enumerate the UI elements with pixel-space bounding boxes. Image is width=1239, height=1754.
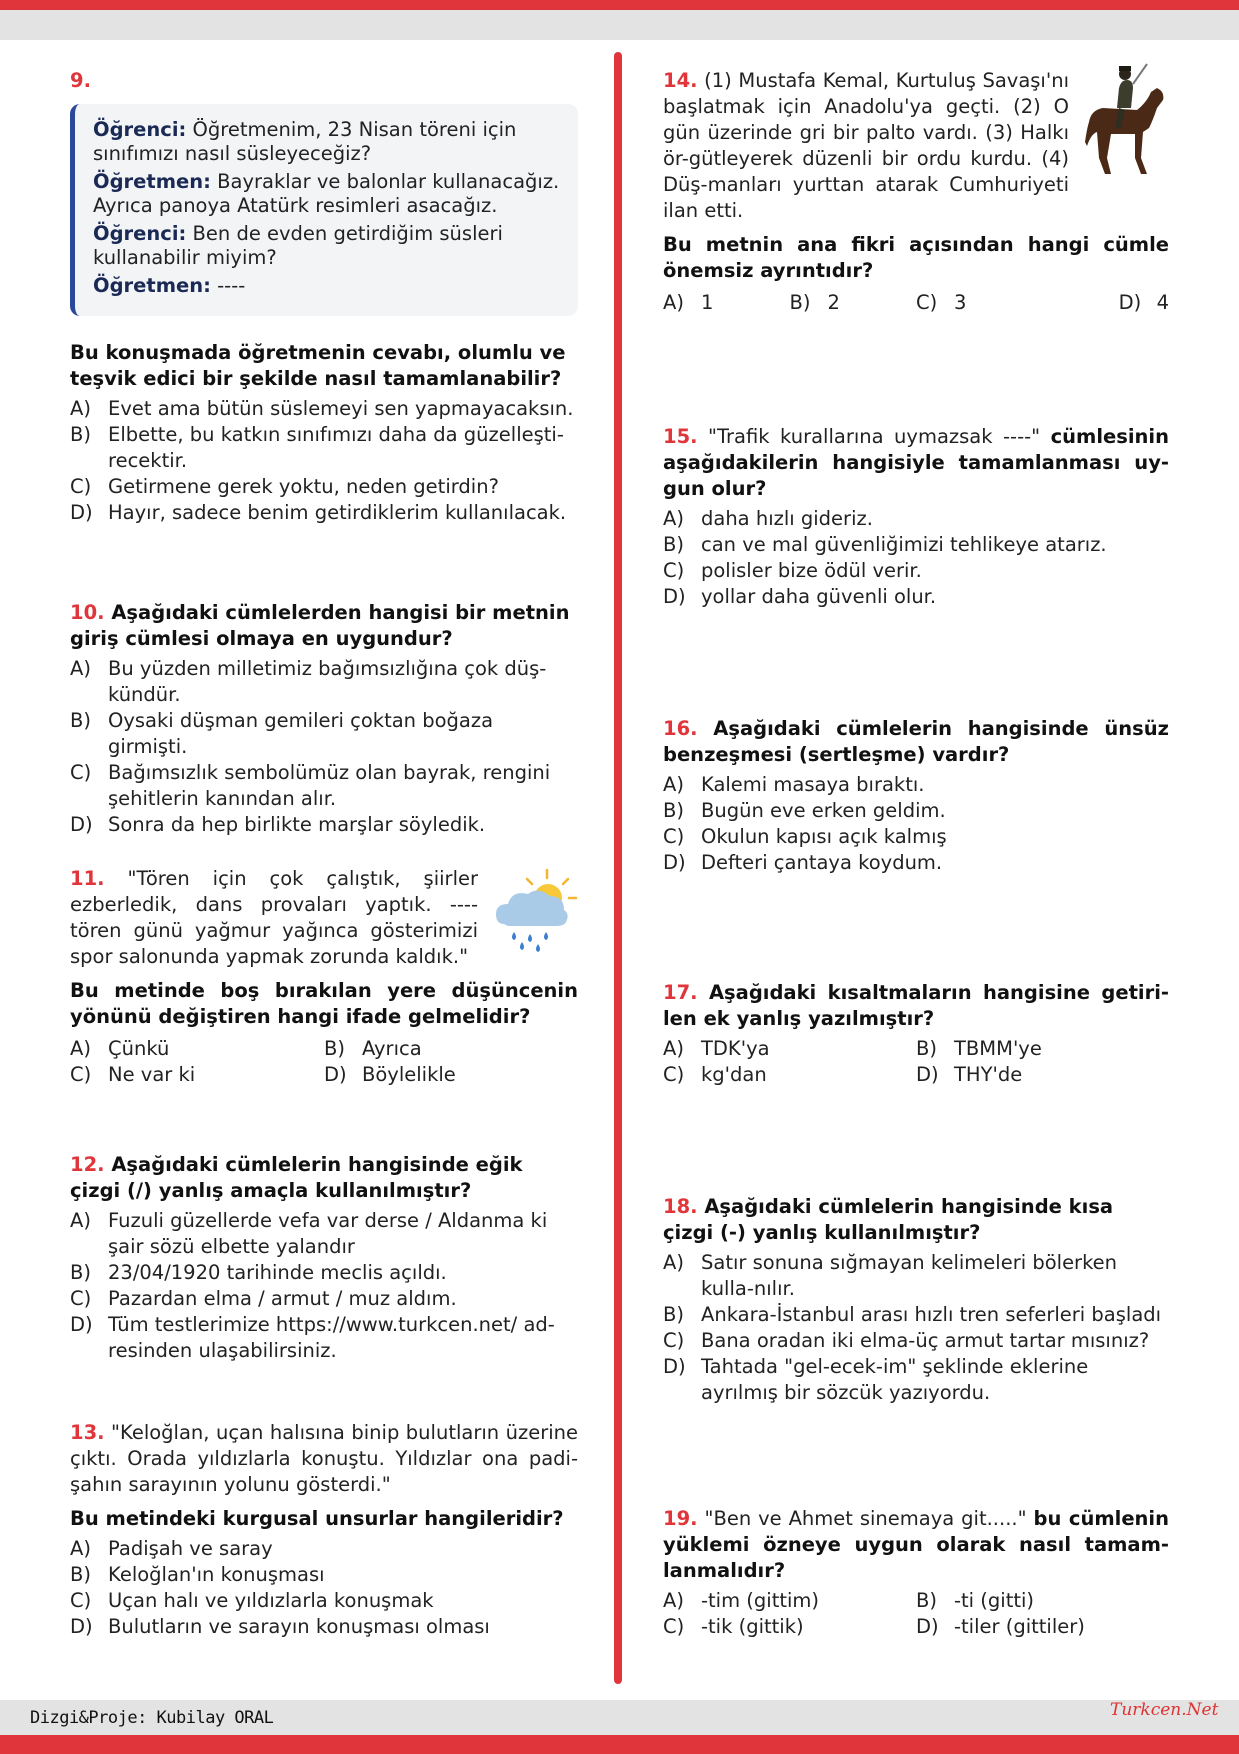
option-d[interactable] <box>1043 290 1170 316</box>
option-text: 1 <box>701 291 714 314</box>
question-number: 18. <box>663 1195 698 1218</box>
option-text: Tahtada "gel-ecek-im" şeklinde eklerine ayrılmış bir sözcük yazıyordu. <box>701 1355 1089 1404</box>
question-stem <box>663 980 1169 1032</box>
option-letter: B) <box>916 1037 937 1060</box>
question-text <box>70 866 478 970</box>
options <box>70 1536 578 1640</box>
option-text: Bulutların ve sarayın konuşması olması <box>108 1615 490 1638</box>
option-text: Ankara-İstanbul arası hızlı tren seferleri başladı <box>701 1303 1162 1326</box>
question-18 <box>663 1194 1169 1406</box>
option-letter: D) <box>916 1063 939 1086</box>
option-text: Okulun kapısı açık kalmış <box>701 825 947 848</box>
stem-text: Aşağıdaki cümlelerin hangisinde ünsüz benzeşmesi (sertleşme) vardır? <box>663 717 1169 766</box>
option-d[interactable] <box>916 1062 1169 1088</box>
question-16 <box>663 716 1169 876</box>
option-c[interactable] <box>663 1062 916 1088</box>
dialog-text: Bayraklar ve balonlar kullanacağız. Ayrıca panoya Atatürk resimleri asacağız. <box>93 170 560 217</box>
option-b[interactable] <box>70 1562 578 1588</box>
speaker: Öğretmen: <box>93 274 211 297</box>
stem-text: Aşağıdaki cümlelerin hangisinde eğik çizgi (/) yanlış amaçla kullanılmıştır? <box>70 1153 523 1202</box>
option-d[interactable] <box>70 1312 578 1364</box>
option-letter: C) <box>663 1329 685 1352</box>
option-b[interactable] <box>324 1036 578 1062</box>
question-stem <box>70 1152 578 1204</box>
options <box>70 1036 578 1088</box>
option-letter: C) <box>663 1615 685 1638</box>
question-number: 19. <box>663 1507 698 1530</box>
option-text: Böylelikle <box>362 1063 456 1086</box>
option-letter: B) <box>663 799 684 822</box>
option-letter: D) <box>663 585 686 608</box>
dialog-text: Öğretmenim, 23 Nisan töreni için sınıfımızı nasıl süsleyeceğiz? <box>93 118 517 165</box>
option-d[interactable] <box>663 850 1169 876</box>
question-number: 12. <box>70 1153 105 1176</box>
option-text: Oysaki düşman gemileri çoktan boğaza girmişti. <box>108 709 494 758</box>
option-text: daha hızlı gideriz. <box>701 507 873 530</box>
option-letter: A) <box>663 1037 684 1060</box>
option-letter: A) <box>663 507 684 530</box>
question-14 <box>663 68 1169 316</box>
column-divider <box>614 52 622 1684</box>
question-text <box>663 68 1069 224</box>
option-letter: C) <box>663 559 685 582</box>
option-text: Keloğlan'ın konuşması <box>108 1563 325 1586</box>
option-text: 3 <box>954 291 967 314</box>
option-b[interactable] <box>663 798 1169 824</box>
option-d[interactable] <box>70 812 578 838</box>
quote-text: "Trafik kurallarına uymazsak ----" <box>708 425 1041 448</box>
option-text: Uçan halı ve yıldızlarla konuşmak <box>108 1589 434 1612</box>
option-letter: B) <box>70 709 91 732</box>
option-a[interactable] <box>663 290 790 316</box>
question-number: 16. <box>663 717 698 740</box>
option-letter: B) <box>70 423 91 446</box>
option-text: 2 <box>827 291 840 314</box>
question-number: 17. <box>663 981 698 1004</box>
option-text: Elbette, bu katkın sınıfımızı daha da güzelleşti-recektir. <box>108 423 564 472</box>
option-letter: C) <box>916 291 938 314</box>
option-text: -tiler (gittiler) <box>954 1615 1085 1638</box>
question-stem <box>663 1194 1169 1246</box>
option-letter: D) <box>70 1615 93 1638</box>
stem-text: bu cümlenin yüklemi özneye uygun olarak nasıl tamam-lanmalıdır? <box>663 1507 1169 1582</box>
stem-text: cümlesinin aşağıdakilerin hangisiyle tamamlanması uy-gun olur? <box>663 425 1169 500</box>
option-d[interactable] <box>663 584 1169 610</box>
option-letter: B) <box>70 1563 91 1586</box>
option-letter: A) <box>70 1537 91 1560</box>
option-text: kg'dan <box>701 1063 767 1086</box>
option-b[interactable] <box>916 1588 1169 1614</box>
question-stem: Bu metindeki kurgusal unsurlar hangileridir? <box>70 1507 564 1530</box>
option-text: -tim (gittim) <box>701 1589 820 1612</box>
option-letter: C) <box>70 1287 92 1310</box>
option-letter: D) <box>70 501 93 524</box>
option-text: -tik (gittik) <box>701 1615 804 1638</box>
option-a[interactable] <box>663 772 1169 798</box>
question-stem: Bu metnin ana fikri açısından hangi cümle önemsiz ayrıntıdır? <box>663 233 1169 282</box>
question-15 <box>663 424 1169 610</box>
question-12 <box>70 1152 578 1364</box>
stem-text: Aşağıdaki cümlelerin hangisinde kısa çizgi (-) yanlış kullanılmıştır? <box>663 1195 1114 1244</box>
option-letter: C) <box>70 475 92 498</box>
question-stem: Bu metinde boş bırakılan yere düşüncenin yönünü değiştiren hangi ifade gelmelidir? <box>70 979 578 1028</box>
dialog-line <box>93 274 560 298</box>
option-text: Ne var ki <box>108 1063 196 1086</box>
option-letter: C) <box>70 761 92 784</box>
passage-text: "Keloğlan, uçan halısına binip bulutların üzerine çıktı. Orada yıldızlarla konuştu. Yıldızlar ona padi-şahın sarayının yolunu gösterdi." <box>70 1421 579 1496</box>
option-text: Evet ama bütün süslemeyi sen yapmayacaksın. <box>108 397 574 420</box>
option-d[interactable] <box>663 1354 1169 1406</box>
passage-text: "Tören için çok çalıştık, şiirler ezberledik, dans provaları yaptık. ---- tören günü yağmur yağınca gösterimizi spor salonunda yapmak zorunda kaldık." <box>70 867 478 968</box>
option-a[interactable] <box>663 1250 1169 1302</box>
option-text: Bu yüzden milletimiz bağımsızlığına çok düş-kündür. <box>108 657 547 706</box>
options <box>70 1208 578 1364</box>
option-c[interactable] <box>70 760 578 812</box>
options <box>663 1250 1169 1406</box>
dialog-line <box>93 118 560 166</box>
quote-text: "Ben ve Ahmet sinemaya git....." <box>704 1507 1027 1530</box>
option-text: 23/04/1920 tarihinde meclis açıldı. <box>108 1261 447 1284</box>
option-letter: B) <box>916 1589 937 1612</box>
option-text: Bağımsızlık sembolümüz olan bayrak, rengini şehitlerin kanından alır. <box>108 761 551 810</box>
question-13 <box>70 1420 578 1640</box>
option-letter: D) <box>324 1063 347 1086</box>
question-stem <box>70 600 578 652</box>
question-17 <box>663 980 1169 1088</box>
option-a[interactable] <box>70 1536 578 1562</box>
option-text: -ti (gitti) <box>954 1589 1035 1612</box>
option-letter: B) <box>789 291 811 314</box>
option-text: Hayır, sadece benim getirdiklerim kullanılacak. <box>108 501 567 524</box>
option-text: Getirmene gerek yoktu, neden getirdin? <box>108 475 499 498</box>
option-letter: D) <box>916 1615 939 1638</box>
question-stem: Bu konuşmada öğretmenin cevabı, olumlu ve teşvik edici bir şekilde nasıl tamamlanabilir? <box>70 341 566 390</box>
speaker: Öğrenci: <box>93 118 187 141</box>
speaker: Öğretmen: <box>93 170 211 193</box>
question-10 <box>70 600 578 838</box>
option-letter: A) <box>70 657 91 680</box>
option-text: Fuzuli güzellerde vefa var derse / Aldanma ki şair sözü elbette yalandır <box>108 1209 548 1258</box>
option-text: Padişah ve saray <box>108 1537 273 1560</box>
question-11 <box>70 866 578 1088</box>
option-text: yollar daha güvenli olur. <box>701 585 937 608</box>
option-c[interactable] <box>70 1286 578 1312</box>
question-number: 14. <box>663 69 698 92</box>
option-letter: A) <box>70 1209 91 1232</box>
option-d[interactable] <box>324 1062 578 1088</box>
dialog-line <box>93 170 560 218</box>
option-letter: D) <box>663 851 686 874</box>
option-letter: C) <box>70 1589 92 1612</box>
option-a[interactable] <box>663 1588 916 1614</box>
question-number: 13. <box>70 1421 105 1444</box>
option-a[interactable] <box>663 506 1169 532</box>
question-text <box>70 1420 578 1498</box>
option-c[interactable] <box>70 474 578 500</box>
horseman-icon <box>1077 62 1169 182</box>
option-letter: A) <box>70 1037 91 1060</box>
option-text: Sonra da hep birlikte marşlar söyledik. <box>108 813 486 836</box>
option-c[interactable] <box>663 1614 916 1640</box>
question-number: 10. <box>70 601 105 624</box>
rain-cloud-icon <box>490 866 580 956</box>
option-letter: B) <box>663 1303 684 1326</box>
question-19 <box>663 1506 1169 1640</box>
option-a[interactable] <box>70 396 578 422</box>
question-stem <box>663 1506 1169 1584</box>
option-a[interactable] <box>663 1036 916 1062</box>
question-number: 9. <box>70 69 91 92</box>
option-text: Bugün eve erken geldim. <box>701 799 946 822</box>
speaker: Öğrenci: <box>93 222 187 245</box>
options <box>663 1036 1169 1088</box>
option-c[interactable] <box>663 1328 1169 1354</box>
option-text: Pazardan elma / armut / muz aldım. <box>108 1287 457 1310</box>
bottom-red-band <box>0 1735 1239 1754</box>
option-b[interactable] <box>790 290 917 316</box>
option-text: polisler bize ödül verir. <box>701 559 922 582</box>
question-number: 15. <box>663 425 698 448</box>
option-c[interactable] <box>663 558 1169 584</box>
option-text: can ve mal güvenliğimizi tehlikeye atarız. <box>701 533 1107 556</box>
option-b[interactable] <box>663 1302 1169 1328</box>
option-letter: A) <box>663 773 684 796</box>
option-c[interactable] <box>916 290 1043 316</box>
option-letter: D) <box>1118 291 1142 314</box>
option-b[interactable] <box>70 1260 578 1286</box>
option-text: Satır sonuna sığmayan kelimeleri bölerken kulla-nılır. <box>701 1251 1118 1300</box>
option-letter: D) <box>663 1355 686 1378</box>
options <box>663 506 1169 610</box>
question-9 <box>70 68 578 526</box>
option-text: Defteri çantaya koydum. <box>701 851 943 874</box>
option-b[interactable] <box>916 1036 1169 1062</box>
top-gray-band <box>0 10 1239 40</box>
option-a[interactable] <box>70 1208 578 1260</box>
option-text: TDK'ya <box>701 1037 770 1060</box>
option-letter: B) <box>663 533 684 556</box>
option-letter: C) <box>663 1063 685 1086</box>
option-b[interactable] <box>663 532 1169 558</box>
option-c[interactable] <box>70 1062 324 1088</box>
option-text: Ayrıca <box>362 1037 422 1060</box>
option-text: THY'de <box>954 1063 1023 1086</box>
options <box>663 772 1169 876</box>
option-c[interactable] <box>70 1588 578 1614</box>
options <box>70 656 578 838</box>
dialog-line <box>93 222 560 270</box>
stem-text: Aşağıdaki kısaltmaların hangisine getiri-len ek yanlış yazılmıştır? <box>663 981 1169 1030</box>
option-b[interactable] <box>70 708 578 760</box>
options <box>70 396 578 526</box>
option-text: Çünkü <box>108 1037 170 1060</box>
option-letter: C) <box>663 825 685 848</box>
option-letter: A) <box>663 1589 684 1612</box>
option-text: Kalemi masaya bıraktı. <box>701 773 925 796</box>
option-a[interactable] <box>70 1036 324 1062</box>
question-number: 11. <box>70 867 105 890</box>
option-a[interactable] <box>70 656 578 708</box>
option-text: TBMM'ye <box>954 1037 1042 1060</box>
option-text: 4 <box>1156 291 1169 314</box>
option-d[interactable] <box>70 500 578 526</box>
top-red-band <box>0 0 1239 10</box>
option-d[interactable] <box>916 1614 1169 1640</box>
dialog-text: ---- <box>217 274 246 297</box>
dialog-text: Ben de evden getirdiğim süsleri kullanabilir miyim? <box>93 222 503 269</box>
option-letter: A) <box>663 1251 684 1274</box>
option-c[interactable] <box>663 824 1169 850</box>
option-letter: D) <box>70 1313 93 1336</box>
options <box>663 290 1169 316</box>
option-letter: B) <box>324 1037 345 1060</box>
options <box>663 1588 1169 1640</box>
option-text: Tüm testlerimize https://www.turkcen.net/ ad-resinden ulaşabilirsiniz. <box>108 1313 555 1362</box>
option-letter: B) <box>70 1261 91 1284</box>
passage-text: (1) Mustafa Kemal, Kurtuluş Savaşı'nı başlatmak için Anadolu'ya geçti. (2) O gün üzerinde gri bir palto vardı. (3) Halkı ör-gütleyerek düzenli bir ordu kurdu. (4) Düş-manları yurttan atarak Cumhuriyeti ilan etti. <box>663 69 1069 222</box>
footer-credit: Dizgi&Proje: Kubilay ORAL <box>30 1708 274 1728</box>
option-letter: A) <box>70 397 91 420</box>
option-b[interactable] <box>70 422 578 474</box>
stem-text: Aşağıdaki cümlelerden hangisi bir metnin giriş cümlesi olmaya en uygundur? <box>70 601 570 650</box>
option-letter: C) <box>70 1063 92 1086</box>
question-stem <box>663 716 1169 768</box>
option-d[interactable] <box>70 1614 578 1640</box>
option-text: Bana oradan iki elma-üç armut tartar mısınız? <box>701 1329 1150 1352</box>
option-letter: A) <box>663 291 684 314</box>
dialog-box <box>70 104 578 316</box>
option-letter: D) <box>70 813 93 836</box>
footer-logo: Turkcen.Net <box>1110 1700 1219 1720</box>
question-stem <box>663 424 1169 502</box>
